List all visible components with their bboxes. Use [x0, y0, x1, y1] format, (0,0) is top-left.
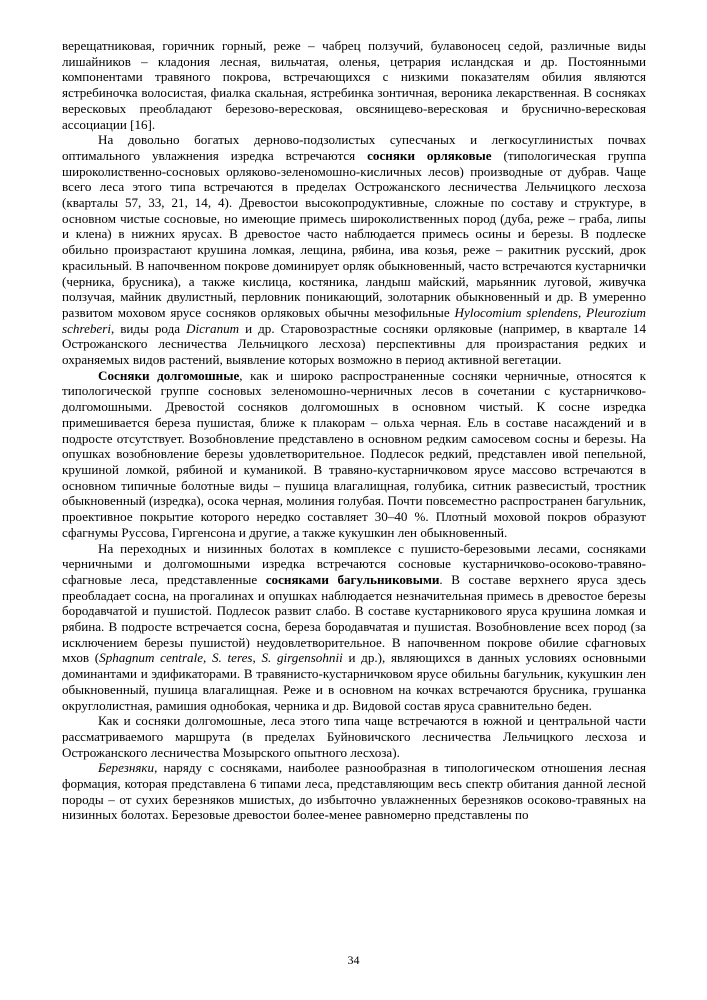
paragraph: [62, 132, 646, 368]
text-run: , как и широко распространенные сосняки черничные, относятся к типологической группе сосновых зеленомошно-черничных лесов в сочетании с кустарничково-долгомошными. Древостой сосняков долгомошных в основном чистый. К сосне изредка примешивается береза пушистая, ближе к плакорам – ольха черная. Ель в составе насаждений и в подросте отсутствует. Возобновление представлено в основном редким самосевом сосны и березы. На опушках возобновление березы удовлетворительное. Подлесок редкий, представлен ивой пепельной, крушиной ломкой, рябиной и куманикой. В травяно-кустарничковом ярусе массово встречаются в основном типичные болотные виды – пушица влагалищная, голубика, ситник развесистый, тростник обыкновенный (изредка), осока черная, молиния голубая. Почти повсеместно распространен багульник, проективное покрытие которого нередко составляет 30–40 %. Плотный моховой покров образуют сфагнумы Руссова, Гиргенсона и другие, а также кукушкин лен обыкновенный.: [62, 367, 646, 540]
paragraph: [62, 38, 646, 132]
paragraph: [62, 760, 646, 823]
italic-term: Sphagnum centrale, S. teres, S. girgensohnii: [99, 650, 343, 666]
text-run: , наряду с сосняками, наиболее разнообразная в типологическом отношения лесная формация, которая представлена 6 типами леса, представляющим весь спектр обитания данной лесной породы – от сухих березняков мшистых, до избыточно увлажненных березняков осоково-травяных на низинных болотах. Березовые древостои более-менее равномерно представлены по: [62, 760, 646, 823]
bold-term: сосняками багульниковыми: [265, 571, 440, 587]
text-run: и др. Старовозрастные сосняки орляковые (например, в квартале 14 Острожанского лесничества Лельчицкого лесхоза) перспективны для произрастания редких и охраняемых видов растений, выявление которых возможно в период активной вегетации.: [62, 320, 647, 368]
paragraph: [62, 368, 646, 541]
page-number: 34: [347, 953, 360, 967]
bold-term: Сосняки долгомошные: [98, 367, 240, 383]
italic-term: Hylocomium splendens, Pleurozium schreberi: [62, 304, 646, 336]
bold-term: сосняки орляковые: [367, 147, 492, 163]
text-run: и др.), являющихся в данных условиях основными доминантами и эдификаторами. В травянисто-кустарничковом ярусе обильны багульник, кукушкин лен обыкновенный, пушица влагалищная. Реже и в основном на кочках встречаются брусника, грушанка округлолистная, рамишия однобокая, черника и др. Видовой состав яруса сравнительно беден.: [62, 650, 647, 713]
body-text: [62, 38, 646, 823]
text-run: верещатниковая, горичник горный, реже – чабрец ползучий, булавоносец седой, различные виды лишайников – кладония лесная, вильчатая, оленья, цетрария исландская и др. Постоянными компонентами травяного покрова, встречающихся с низкими показателям обилия являются ястребиночка волосистая, фиалка скальная, ястребинка зонтичная, вероника лекарственная. В сосняках вересковых преобладают березово-вересковая, овсянищево-вересковая и брусничнo-вересковая ассоциации [16].: [62, 38, 646, 132]
italic-term: Березняки: [98, 760, 155, 776]
paragraph: [62, 541, 646, 714]
paragraph: [62, 713, 646, 760]
text-run: . В составе верхнего яруса здесь преобладает сосна, на прогалинах и опушках наблюдается незначительная примесь в древостое березы бородавчатой и пушистой. Подлесок развит слабо. В составе кустарникового яруса крушина ломкая и рябина. В подросте встречается сосна, береза бородавчатая и пушистая. Возобновление всех пород (за исключением березы пушистой) неудовлетворительное. В напочвенном покрове обилие сфагновых мхов (: [62, 571, 646, 666]
text-run: (типологическая группа широколиственно-сосновых орляково-зеленомошно-кисличных лесов) производные от дубрав. Чаще всего леса этого типа встречаются в пределах Острожанского лесничества Лельчицкого лесхоза (кварталы 57, 33, 21, 14, 4). Древостои высокопродуктивные, сложные по составу и структуре, в основном чистые сосновые, но имеющие примесь широколиственных пород (дуба, реже – граба, липы и клена) в нижних ярусах. В древостое часто наблюдается примесь осины и березы. В подлеске обильно произрастают крушина ломкая, лещина, рябина, ива козья, реже – ракитник русский, дрок красильный. В напочвенном покрове доминирует орляк обыкновенный, часто встречаются кустарнички (черника, брусника), а также кислица, костяника, ландыш майский, марьянник луговой, живучка ползучая, майник двулистный, перловник поникающий, золотарник обыкновенный и др. В умеренно развитом моховом ярусе сосняков орляковых обычны мезофильные: [62, 147, 647, 320]
text-run: Как и сосняки долгомошные, леса этого типа чаще встречаются в южной и центральной части рассматриваемого маршрута (в пределах Буйновичского лесничества Лельчицкого лесхоза и Острожанского лесничества Мозырского опытного лесхоза).: [62, 713, 646, 760]
text-run: , виды рода: [110, 320, 187, 336]
text-run: На переходных и низинных болотах в комплексе с пушисто-березовыми лесами, сосняками черничными и долгомошными изредка встречаются сосновые кустарничково-осоково-травяно-сфагновые леса, представленные: [62, 540, 646, 587]
italic-term: Dicranum: [186, 320, 240, 336]
text-run: На довольно богатых дерново-подзолистых супесчаных и легкосуглинистых почвах оптимального увлажнения изредка встречаются: [62, 132, 646, 163]
